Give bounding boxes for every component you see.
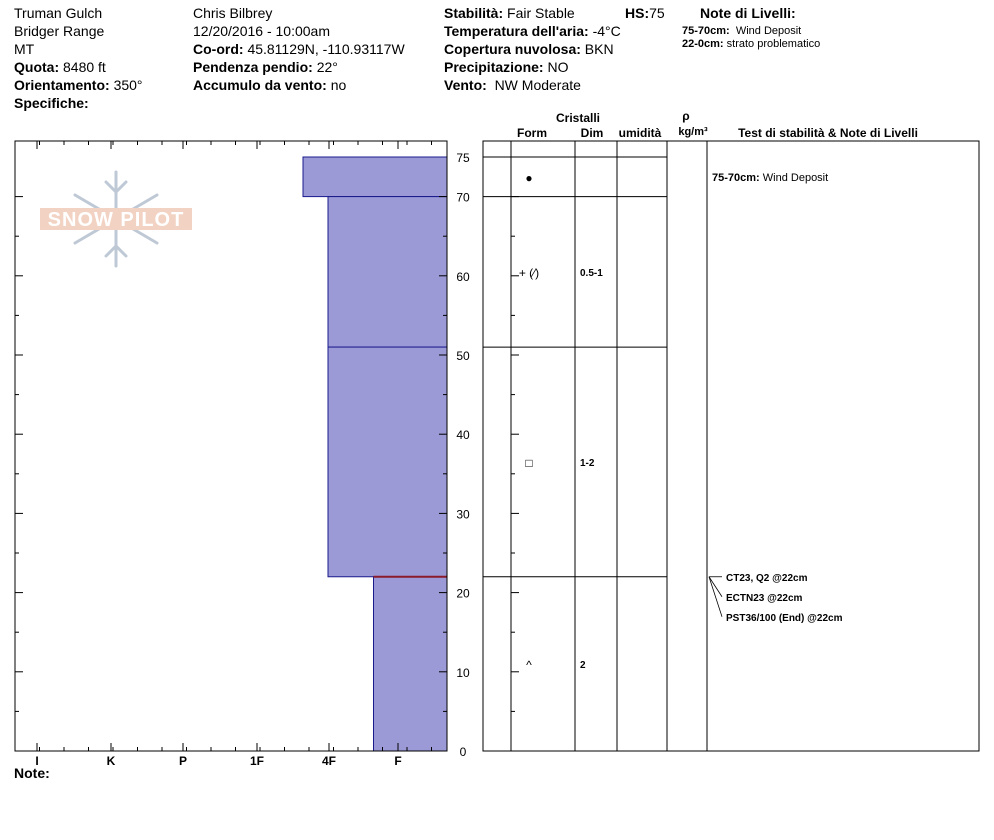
depth-label: 20: [456, 586, 470, 601]
depth-label: 40: [456, 428, 470, 443]
slope-angle: Pendenza pendio: 22°: [193, 59, 338, 75]
depth-label: 75: [456, 151, 470, 165]
hardness-profile: [303, 157, 447, 751]
precipitation: Precipitazione: NO: [444, 59, 569, 75]
column-headers: [517, 109, 918, 140]
density-header: kg/m³: [678, 126, 708, 138]
air-temperature: Temperatura dell'aria: -4°C: [444, 23, 621, 39]
grain-form-icon: ●: [525, 170, 533, 185]
hardness-label: 4F: [321, 754, 337, 768]
grain-form-icon: □: [525, 455, 533, 470]
stability-test-label: ECTN23 @22cm: [726, 592, 803, 604]
depth-label: 50: [456, 349, 470, 363]
crystals-frame: [483, 141, 979, 751]
layer-bar: [303, 157, 447, 197]
crystals-header: Cristalli: [555, 111, 601, 125]
logo-text: SNOW PILOT: [47, 209, 185, 231]
grain-form-icon: ^: [526, 657, 532, 672]
wind-loading: Accumulo da vento: no: [193, 77, 347, 93]
location-name: Truman Gulch: [14, 5, 103, 21]
layer-bar: [328, 197, 447, 347]
layer-note-1: 75-70cm: Wind Deposit: [682, 25, 802, 37]
stability-notes: [709, 172, 843, 624]
humidity-header: umidità: [618, 126, 662, 140]
snow-height: HS:75: [625, 5, 665, 21]
depth-label: 70: [456, 190, 470, 205]
layer-note-label: [712, 172, 828, 184]
stability-test-label: CT23, Q2 @22cm: [726, 572, 808, 584]
test-pointer: [709, 577, 722, 597]
depth-label: 30: [456, 507, 470, 522]
stability-rating: Stabilità: Fair Stable: [444, 5, 575, 21]
hardness-label: F: [394, 754, 402, 768]
layer-note-2: 22-0cm: strato problematico: [682, 38, 821, 50]
column-dividers: [511, 141, 707, 751]
aspect: Orientamento: 350°: [14, 77, 143, 93]
layer-note-range: 75-70cm:: [712, 171, 763, 184]
hardness-label: 1F: [249, 754, 265, 768]
cloud-cover: Copertura nuvolosa: BKN: [444, 41, 614, 57]
form-header: Form: [517, 126, 547, 140]
grain-form-icon: + (⁄): [518, 265, 540, 280]
stability-test-label: PST36/100 (End) @22cm: [726, 612, 843, 624]
snowpilot-logo: [40, 172, 192, 266]
depth-label: 0: [459, 745, 467, 759]
grain-size: 1-2: [580, 457, 595, 469]
layer-notes-title: Note di Livelli:: [700, 5, 796, 21]
layer-note-text: Wind Deposit: [762, 171, 829, 184]
date-time: 12/20/2016 - 10:00am: [193, 23, 330, 39]
elevation: Quota: 8480 ft: [14, 59, 106, 75]
range-name: Bridger Range: [14, 23, 105, 39]
layer-bar: [374, 577, 448, 751]
test-pointer: [709, 577, 722, 617]
rho-header: ρ: [682, 109, 690, 123]
hardness-label: P: [178, 754, 188, 768]
grain-size: 0.5-1: [580, 267, 603, 279]
wind: Vento: NW Moderate: [444, 77, 581, 93]
note-label: Note:: [14, 765, 50, 781]
dim-header: Dim: [580, 126, 604, 140]
grain-size: 2: [580, 659, 586, 671]
stability-header: Test di stabilità & Note di Livelli: [738, 126, 918, 140]
state-name: MT: [14, 41, 35, 57]
coordinates: Co-ord: 45.81129N, -110.93117W: [193, 41, 405, 57]
depth-label: 10: [456, 665, 470, 680]
specifics: Specifiche:: [14, 95, 89, 111]
observer-name: Chris Bilbrey: [193, 5, 273, 21]
layer-bar: [328, 347, 447, 577]
hardness-label: I: [35, 754, 39, 768]
hardness-label: K: [106, 754, 116, 768]
depth-label: 60: [456, 269, 470, 284]
